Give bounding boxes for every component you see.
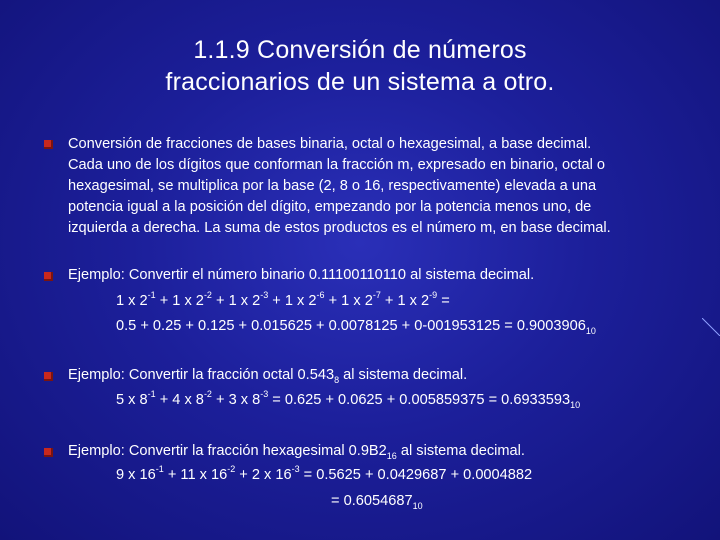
example2-label: Ejemplo: Convertir la fracción octal $0.543_8$ al sistema decimal. [68, 367, 468, 385]
intro-line: hexagesimal, se multiplica por la base (2, 8 o 16, respectivamente) elevada a una [68, 178, 597, 194]
bullet-icon [44, 272, 53, 281]
example1-label: Ejemplo: Convertir el número binario 0.11100110110 al sistema decimal. [68, 267, 535, 283]
title-line-1: 1.1.9 Conversión de números [193, 36, 527, 64]
bullet-icon [44, 448, 53, 457]
intro-line: Cada uno de los dígitos que conforman la fracción m, expresado en binario, octal o [68, 157, 606, 173]
decorative-line-icon [702, 318, 720, 336]
intro-line: potencia igual a la posición del dígito, empezando por la potencia menos uno, de [68, 199, 592, 215]
title-line-2: fraccionarios de un sistema a otro. [165, 68, 555, 96]
intro-line: Conversión de fracciones de bases binaria, octal o hexagesimal, a base decimal. [68, 136, 592, 152]
example2-expansion: 5 x $8^{-1} + 4$ x $8^{-2} + 3$ x $8^{-3} = 0.625 + 0.0625 + 0.005859375 = 0.6933593_{10}$ [116, 389, 581, 410]
example1-sum: $0.5 + 0.25 + 0.125 + 0.015625 + 0.0078125 + 0-001953125 = 0.9003906_{10}$ [116, 318, 596, 336]
example3-label: Ejemplo: Convertir la fracción hexagesimal $0.9B2_{16}$ al sistema decimal. [68, 443, 525, 461]
intro-line: izquierda a derecha. La suma de estos productos es el número m, en base decimal. [68, 220, 611, 236]
bullet-icon [44, 372, 53, 381]
example3-result: = $0.6054687_{10}$ [331, 493, 423, 511]
section-intro [68, 134, 611, 239]
bullet-icon [44, 140, 53, 149]
example3-expansion: 9 x $16^{-1} + 11$ x $16^{-2} + 2$ x $16^{-3} = 0.5625 + 0.0429687 + 0.0004882$ [116, 464, 533, 483]
example1-expansion: 1 x $2^{-1} + 1$ x $2^{-2} + 1$ x $2^{-3} + 1$ x $2^{-6} + 1$ x $2^{-7} + 1$ x $2^{-9}$ = [116, 290, 450, 309]
slide-title [0, 34, 720, 98]
